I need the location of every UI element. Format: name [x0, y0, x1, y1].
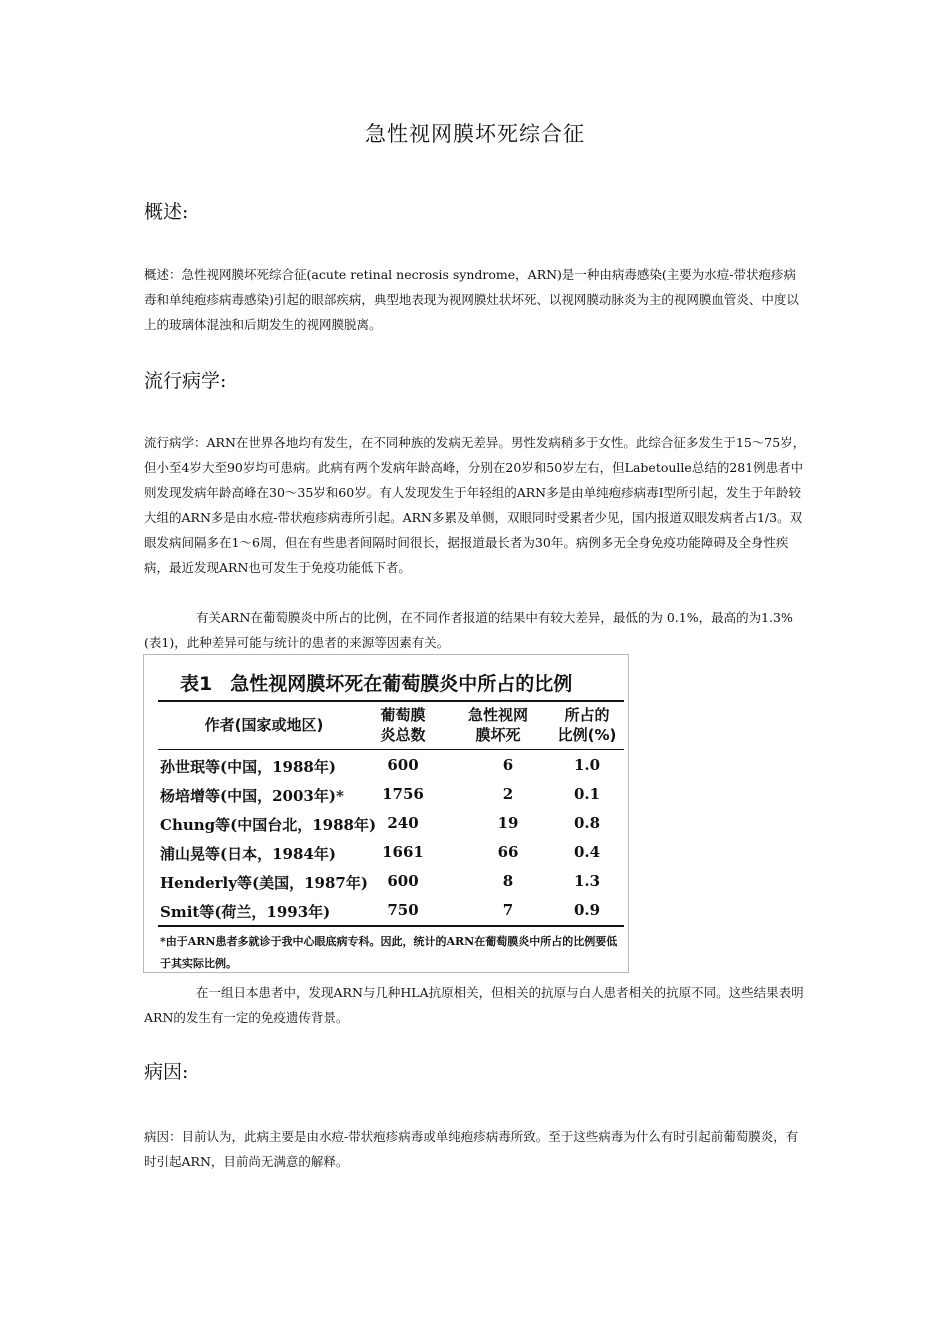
cell-ratio: 1.3	[573, 872, 601, 890]
cell-arn: 6	[502, 756, 514, 774]
cell-author: 杨培增等(中国，2003年)*	[160, 787, 344, 805]
table-row	[158, 868, 624, 897]
table-header-rule	[158, 749, 624, 750]
cell-author: 孙世珉等(中国，1988年)	[160, 758, 336, 776]
column-header-ratio-line2: 比例(%)	[557, 726, 617, 744]
cell-author: 浦山晃等(日本，1984年)	[160, 845, 336, 863]
heading-etiology: 病因:	[144, 1061, 189, 1083]
table-row	[158, 839, 624, 868]
cell-arn: 7	[502, 901, 514, 919]
table-row	[158, 781, 624, 810]
paragraph-etiology: 病因：目前认为，此病主要是由水痘-带状疱疹病毒或单纯疱疹病毒所致。至于这些病毒为什么有时引起前葡萄膜炎，有时引起ARN，目前尚无满意的解释。	[144, 1129, 799, 1169]
table-top-rule	[158, 700, 624, 702]
cell-ratio: 0.9	[573, 901, 601, 919]
cell-ratio: 0.1	[573, 785, 601, 803]
heading-overview: 概述:	[144, 201, 189, 223]
page-title: 急性视网膜坏死综合征	[365, 122, 585, 146]
table-number: 表1	[180, 673, 213, 695]
column-header-total	[370, 705, 436, 745]
cell-author: Chung等(中国台北，1988年)	[160, 816, 377, 834]
cell-arn: 8	[502, 872, 514, 890]
heading-epidemiology: 流行病学:	[144, 370, 227, 392]
cell-total: 750	[387, 901, 419, 919]
table-caption	[180, 669, 572, 696]
paragraph-overview: 概述：急性视网膜坏死综合征(acute retinal necrosis syndrome，ARN)是一种由病毒感染(主要为水痘-带状疱疹病毒和单纯疱疹病毒感染)引起的眼部疾病，典型地表现为视网膜灶状坏死、以视网膜动脉炎为主的视网膜血管炎、中度以上的玻璃体混浊和后期发生的视网膜脱离。	[144, 267, 799, 332]
column-header-arn-line1: 急性视网	[467, 706, 528, 724]
cell-total: 240	[387, 814, 419, 832]
column-header-author: 作者(国家或地区)	[204, 716, 324, 734]
column-header-arn	[456, 705, 540, 745]
cell-total: 600	[387, 872, 419, 890]
cell-arn: 66	[497, 843, 519, 861]
cell-author: Henderly等(美国，1987年)	[160, 874, 368, 892]
table-bottom-rule	[158, 925, 624, 927]
cell-arn: 19	[497, 814, 519, 832]
column-header-total-line1: 葡萄膜	[380, 706, 426, 724]
paragraph-epidemiology-3: 在一组日本患者中，发现ARN与几种HLA抗原相关，但相关的抗原与白人患者相关的抗原不同。这些结果表明ARN的发生有一定的免疫遗传背景。	[144, 985, 804, 1025]
cell-total: 600	[387, 756, 419, 774]
column-header-arn-line2: 膜坏死	[475, 726, 521, 744]
cell-arn: 2	[502, 785, 514, 803]
cell-ratio: 0.4	[573, 843, 601, 861]
table-row	[158, 897, 624, 926]
column-header-ratio-line1: 所占的	[564, 706, 610, 724]
table-figure	[143, 654, 629, 973]
column-header-ratio	[554, 705, 620, 745]
paragraph-epidemiology-2: 有关ARN在葡萄膜炎中所占的比例，在不同作者报道的结果中有较大差异，最低的为 0.1%，最高的为1.3%(表1)，此种差异可能与统计的患者的来源等因素有关。	[144, 610, 793, 650]
table-row	[158, 810, 624, 839]
cell-author: Smit等(荷兰，1993年)	[160, 903, 331, 921]
cell-ratio: 0.8	[573, 814, 601, 832]
table-caption-text: 急性视网膜坏死在葡萄膜炎中所占的比例	[230, 673, 573, 695]
cell-ratio: 1.0	[573, 756, 601, 774]
paragraph-epidemiology-1: 流行病学：ARN在世界各地均有发生，在不同种族的发病无差异。男性发病稍多于女性。此综合征多发生于15～75岁，但小至4岁大至90岁均可患病。此病有两个发病年龄高峰，分别在20岁和50岁左右，但Labetoulle总结的281例患者中则发现发病年龄高峰在30～35岁和60岁。有人发现发生于年轻组的ARN多是由单纯疱疹病毒Ⅰ型所引起，发生于年龄较大组的ARN多是由水痘-带状疱疹病毒所引起。ARN多累及单侧，双眼同时受累者少见，国内报道双眼发病者占1/3。双眼发病间隔多在1～6周，但在有些患者间隔时间很长，据报道最长者为30年。病例多无全身免疫功能障碍及全身性疾病，最近发现ARN也可发生于免疫功能低下者。	[144, 435, 806, 575]
table-footnote: *由于ARN患者多就诊于我中心眼底病专科。因此，统计的ARN在葡萄膜炎中所占的比例要低于其实际比例。	[160, 935, 618, 970]
column-header-total-line2: 炎总数	[380, 726, 426, 744]
cell-total: 1661	[382, 843, 424, 861]
table-row	[158, 752, 624, 781]
cell-total: 1756	[382, 785, 424, 803]
